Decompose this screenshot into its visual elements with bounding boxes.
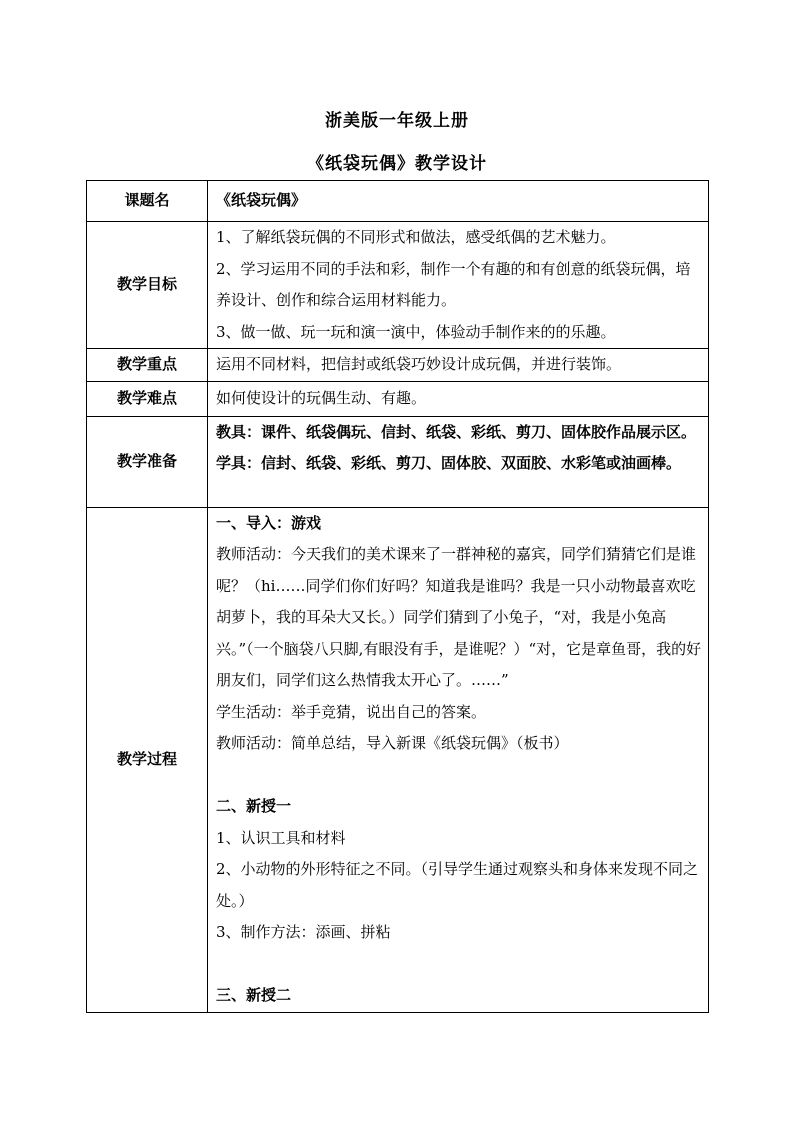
table-row-process <box>87 507 709 1013</box>
key-point-label: 教学重点 <box>87 349 208 382</box>
teacher-activity: 教师活动：今天我们的美术课来了一群神秘的嘉宾，同学们猜猜它们是谁呢？（hi……同学们你们好吗？知道我是谁吗？我是一只小动物最喜欢吃胡萝卜，我的耳朵大又长。）同学们猜到了小兔子，“对，我是小兔高兴。”（一个脑袋八只脚,有眼没有手，是谁呢？）“对，它是章鱼哥，我的好朋友们，同学们这么热情我太开心了。……” <box>216 545 702 689</box>
goals-label: 教学目标 <box>87 222 208 349</box>
table-row-key-point <box>87 349 709 382</box>
section-heading: 二、新授一 <box>216 797 292 815</box>
preparation-content <box>208 416 709 507</box>
process-content <box>208 507 709 1013</box>
process-label: 教学过程 <box>87 507 208 1013</box>
difficulty-value: 如何使设计的玩偶生动、有趣。 <box>208 381 709 416</box>
preparation-label: 教学准备 <box>87 416 208 507</box>
teacher-materials: 教具：课件、纸袋偶玩、信封、纸袋、彩纸、剪刀、固体胶作品展示区。 <box>216 422 697 441</box>
table-row-goals <box>87 222 709 349</box>
student-activity: 学生活动：举手竞猜，说出自己的答案。 <box>216 702 487 721</box>
table-row-topic <box>87 181 709 222</box>
goal-line: 3、做一做、玩一玩和演一演中，体验动手制作来的的乐趣。 <box>216 322 616 341</box>
document-subtitle: 《纸袋玩偶》教学设计 <box>307 154 487 174</box>
table-row-difficulty <box>87 381 709 416</box>
topic-label: 课题名 <box>87 181 208 222</box>
goal-line: 1、了解纸袋玩偶的不同形式和做法，感受纸偶的艺术魅力。 <box>216 228 616 246</box>
goals-content <box>208 222 709 349</box>
section-heading: 一、导入：游戏 <box>216 513 322 532</box>
process-item: 3、制作方法：添画、拼粘 <box>216 923 391 941</box>
table-row-preparation <box>87 416 709 507</box>
key-point-value: 运用不同材料，把信封或纸袋巧妙设计成玩偶，并进行装饰。 <box>208 349 709 382</box>
process-item: 1、认识工具和材料 <box>216 828 346 847</box>
student-materials: 学具：信封、纸袋、彩纸、剪刀、固体胶、双面胶、水彩笔或油画棒。 <box>216 454 682 472</box>
section-heading: 三、新授二 <box>216 986 292 1004</box>
teacher-summary: 教师活动：简单总结，导入新课《纸袋玩偶》（板书） <box>216 734 569 752</box>
lesson-plan-table <box>86 180 709 1013</box>
difficulty-label: 教学难点 <box>87 381 208 416</box>
process-item: 2、小动物的外形特征之不同。（引导学生通过观察头和身体来发现不同之处。） <box>216 860 699 910</box>
topic-value: 《纸袋玩偶》 <box>208 181 709 222</box>
goal-line: 2、学习运用不同的手法和彩，制作一个有趣的和有创意的纸袋玩偶，培养设计、创作和综合运用材料能力。 <box>216 259 691 309</box>
document-title: 浙美版一年级上册 <box>325 111 469 131</box>
